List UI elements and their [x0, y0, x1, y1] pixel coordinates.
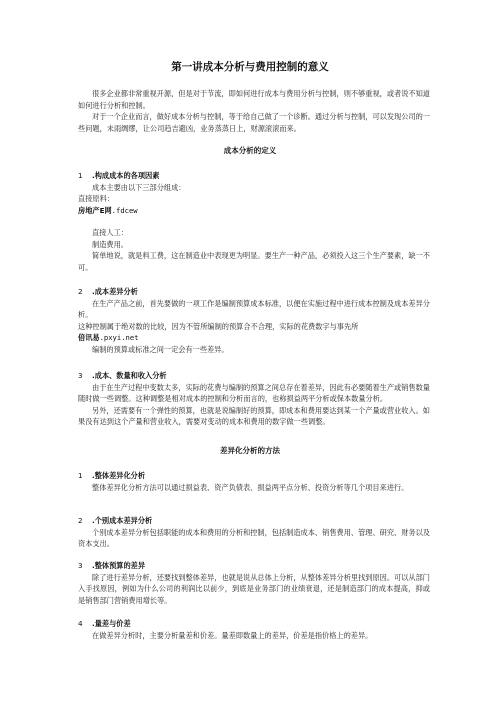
section2-part-b [78, 515, 430, 550]
heading-cost-factors [78, 170, 430, 182]
watermark-domain-1: .fdcew [111, 205, 138, 215]
overhead-item: 制造费用。 [92, 239, 128, 249]
watermark-brand-2: 倍讯易 [78, 333, 100, 343]
heading-text: .成本、数量和收入分析 [92, 371, 167, 380]
heading-number: 2 [78, 516, 83, 525]
document-title: 第一讲成本分析与费用控制的意义 [171, 61, 329, 73]
heading-text: .成本差异分析 [92, 287, 138, 296]
heading-individual-cost-variance [78, 515, 430, 527]
cost-factors-paragraph: 简单地说，就是料工费，这在制造业中表现更为明显。要生产一种产品，必须投入这三个生产要素，缺一不可。 [78, 251, 430, 272]
heading-number: 3 [78, 371, 83, 380]
cost-variance-paragraph-2: 这种控制属于绝对数的比较，因为不管所编制的预算合不合理，实际的花费数字与事先所 [78, 321, 359, 331]
budget-variance-paragraph: 除了进行差异分析，还要找到整体差异，也就是说从总体上分析，从整体差异分析里找到原因。可以从部门入手找原因，例如为什么公司的利润比以前少，到底是业务部门的业绩衰退，还是制造部门的成本提高，抑或是销售部门营销费用增长等。 [78, 572, 430, 605]
heading-number: 1 [78, 171, 83, 180]
intro-block [78, 88, 430, 134]
section2-part-c [78, 560, 430, 606]
heading-text: .构成成本的各项因素 [92, 171, 160, 180]
watermark-line-2 [78, 332, 430, 344]
section2-part-d [78, 618, 430, 641]
section-title-cost-analysis-definition: 成本分析的定义 [223, 146, 277, 155]
heading-cost-volume-revenue [78, 370, 430, 382]
watermark-line-1 [78, 205, 430, 217]
cost-variance-paragraph-3: 编制的预算或标准之间一定会有一些差异。 [92, 344, 229, 354]
heading-number: 4 [78, 619, 83, 628]
heading-text: .个别成本差异分析 [92, 516, 153, 525]
cost-variance-paragraph-1: 在生产产品之前，首先要做的一项工作是编制预算成本标准，以便在实施过程中进行成本控制及成本差异分析。 [78, 298, 430, 320]
individual-cost-paragraph: 个别成本差异分析包括职能的成本和费用的分析和控制，包括制造成本、销售费用、管理、研究、财务以及资本支出。 [78, 527, 430, 549]
section1-part-c [78, 286, 430, 356]
section1-part-b [78, 227, 430, 273]
heading-number: 3 [78, 561, 83, 570]
section1-part-a [78, 170, 430, 216]
section-title-variance-methods: 差异化分析的方法 [220, 446, 280, 455]
quantity-price-paragraph: 在做差异分析时，主要分析量差和价差。量差即数量上的差异，价差是指价格上的差异。 [92, 630, 373, 640]
heading-overall-variance [78, 470, 430, 482]
section2-part-a [78, 470, 430, 493]
direct-labor-item: 直接人工： [92, 228, 128, 237]
heading-text: .量差与价差 [92, 619, 131, 628]
cvr-paragraph-1: 由于在生产过程中变数太多，实际的花费与编制的预算之间总存在着差异，因此有必要随着生产或销售数量随时做一些调整。这种调整是相对成本的控制和分析而言的，也称损益两平分析或保本数量分析。 [78, 382, 430, 404]
watermark-domain-2: .pxyi.net [99, 333, 139, 343]
intro-paragraph-1: 很多企业都非常重视开源，但是对于节流，即如何进行成本与费用分析与控制，则不够重视，或者说不知道如何进行分析和控制。 [78, 89, 430, 110]
heading-cost-variance [78, 286, 430, 298]
direct-material-item: 直接原料： [78, 194, 114, 204]
overall-variance-paragraph: 整体差异化分析方法可以通过损益表、资产负债表、损益两平点分析、投资分析等几个项目来进行。 [92, 482, 409, 492]
heading-budget-variance [78, 560, 430, 572]
heading-number: 1 [78, 471, 83, 480]
section1-part-d [78, 370, 430, 428]
heading-number: 2 [78, 287, 83, 296]
watermark-brand-1: 房地产E网 [78, 205, 112, 215]
heading-text: .整体差异化分析 [92, 471, 146, 480]
cost-components-intro: 成本主要由以下三部分组成： [92, 182, 186, 192]
heading-text: .整体预算的差异 [92, 561, 146, 570]
cvr-paragraph-2: 另外，还需要有一个弹性的预算，也就是说编制好的预算，即成本和费用要达到某一个产量或营业收入。如果没有达到这个产量和营业收入，需要对变动的成本和费用的数字做一些调整。 [78, 405, 430, 427]
intro-paragraph-2: 对于一个企业而言，做好成本分析与控制，等于给自己做了一个诊断。通过分析与控制，可以发现公司的一些问题，未雨绸缪，让公司趋吉避凶，业务蒸蒸日上，财源滚滚而来。 [78, 112, 430, 133]
heading-quantity-price-variance [78, 618, 430, 630]
